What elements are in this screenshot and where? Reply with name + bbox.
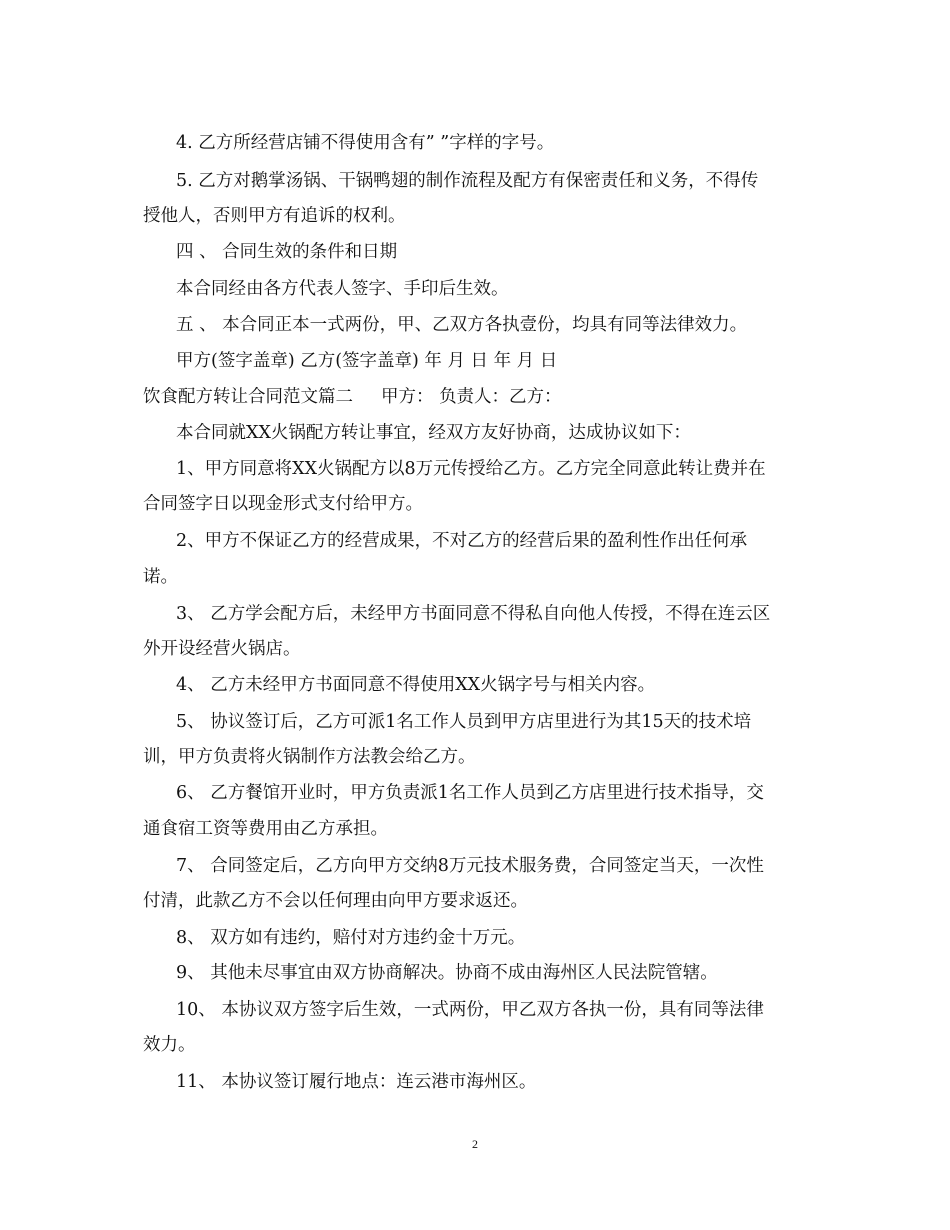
text-line: 效力。 — [143, 1035, 196, 1055]
parties-line: 甲方： 负责人：乙方： — [381, 387, 562, 407]
text-line: 合同签字日以现金形式支付给甲方。 — [143, 494, 423, 514]
text-line: 10、 本协议双方签字后生效，一式两份，甲乙双方各执一份，具有同等法律 — [176, 1000, 764, 1020]
signature-line: 甲方(签字盖章) 乙方(签字盖章) 年 月 日 年 月 日 — [176, 351, 558, 371]
text-line: 3、 乙方学会配方后，未经甲方书面同意不得私自向他人传授，不得在连云区 — [176, 604, 771, 624]
text-line: 2、甲方不保证乙方的经营成果，不对乙方的经营后果的盈利性作出任何承 — [176, 531, 748, 551]
section-heading: 四 、 合同生效的条件和日期 — [176, 242, 398, 262]
text-line: 6、 乙方餐馆开业时，甲方负责派1名工作人员到乙方店里进行技术指导，交 — [176, 783, 764, 803]
text-line: 训，甲方负责将火锅制作方法教会给乙方。 — [143, 747, 476, 767]
text-line: 5、 协议签订后，乙方可派1名工作人员到甲方店里进行为其15天的技术培 — [176, 712, 752, 732]
text-line: 9、 其他未尽事宜由双方协商解决。协商不成由海州区人民法院管辖。 — [176, 963, 718, 983]
text-line: 授他人，否则甲方有追诉的权利。 — [143, 206, 406, 226]
text-line: 4. 乙方所经营店铺不得使用含有” ”字样的字号。 — [176, 133, 555, 153]
text-line: 1、甲方同意将XX火锅配方以8万元传授给乙方。乙方完全同意此转让费并在 — [176, 459, 766, 479]
article-title: 饮食配方转让合同范文篇二 — [143, 387, 353, 407]
text-line: 通食宿工资等费用由乙方承担。 — [143, 819, 388, 839]
text-line: 4、 乙方未经甲方书面同意不得使用XX火锅字号与相关内容。 — [176, 675, 656, 695]
text-line: 诺。 — [143, 567, 178, 587]
text-line: 本合同就XX火锅配方转让事宜，经双方友好协商，达成协议如下： — [176, 423, 691, 443]
title-line — [0, 385, 950, 409]
text-line: 本合同经由各方代表人签字、手印后生效。 — [176, 279, 509, 299]
text-line: 外开设经营火锅店。 — [143, 639, 301, 659]
text-line: 五 、 本合同正本一式两份，甲、乙双方各执壹份，均具有同等法律效力。 — [176, 315, 748, 335]
text-line: 11、 本协议签订履行地点：连云港市海州区。 — [176, 1072, 537, 1092]
text-line: 8、 双方如有违约，赔付对方违约金十万元。 — [176, 928, 526, 948]
text-line: 5. 乙方对鹅掌汤锅、干锅鸭翅的制作流程及配方有保密责任和义务，不得传 — [176, 171, 759, 191]
page-number: 2 — [472, 1137, 478, 1151]
text-line: 7、 合同签定后，乙方向甲方交纳8万元技术服务费，合同签定当天，一次性 — [176, 856, 764, 876]
text-line: 付清，此款乙方不会以任何理由向甲方要求返还。 — [143, 891, 528, 911]
